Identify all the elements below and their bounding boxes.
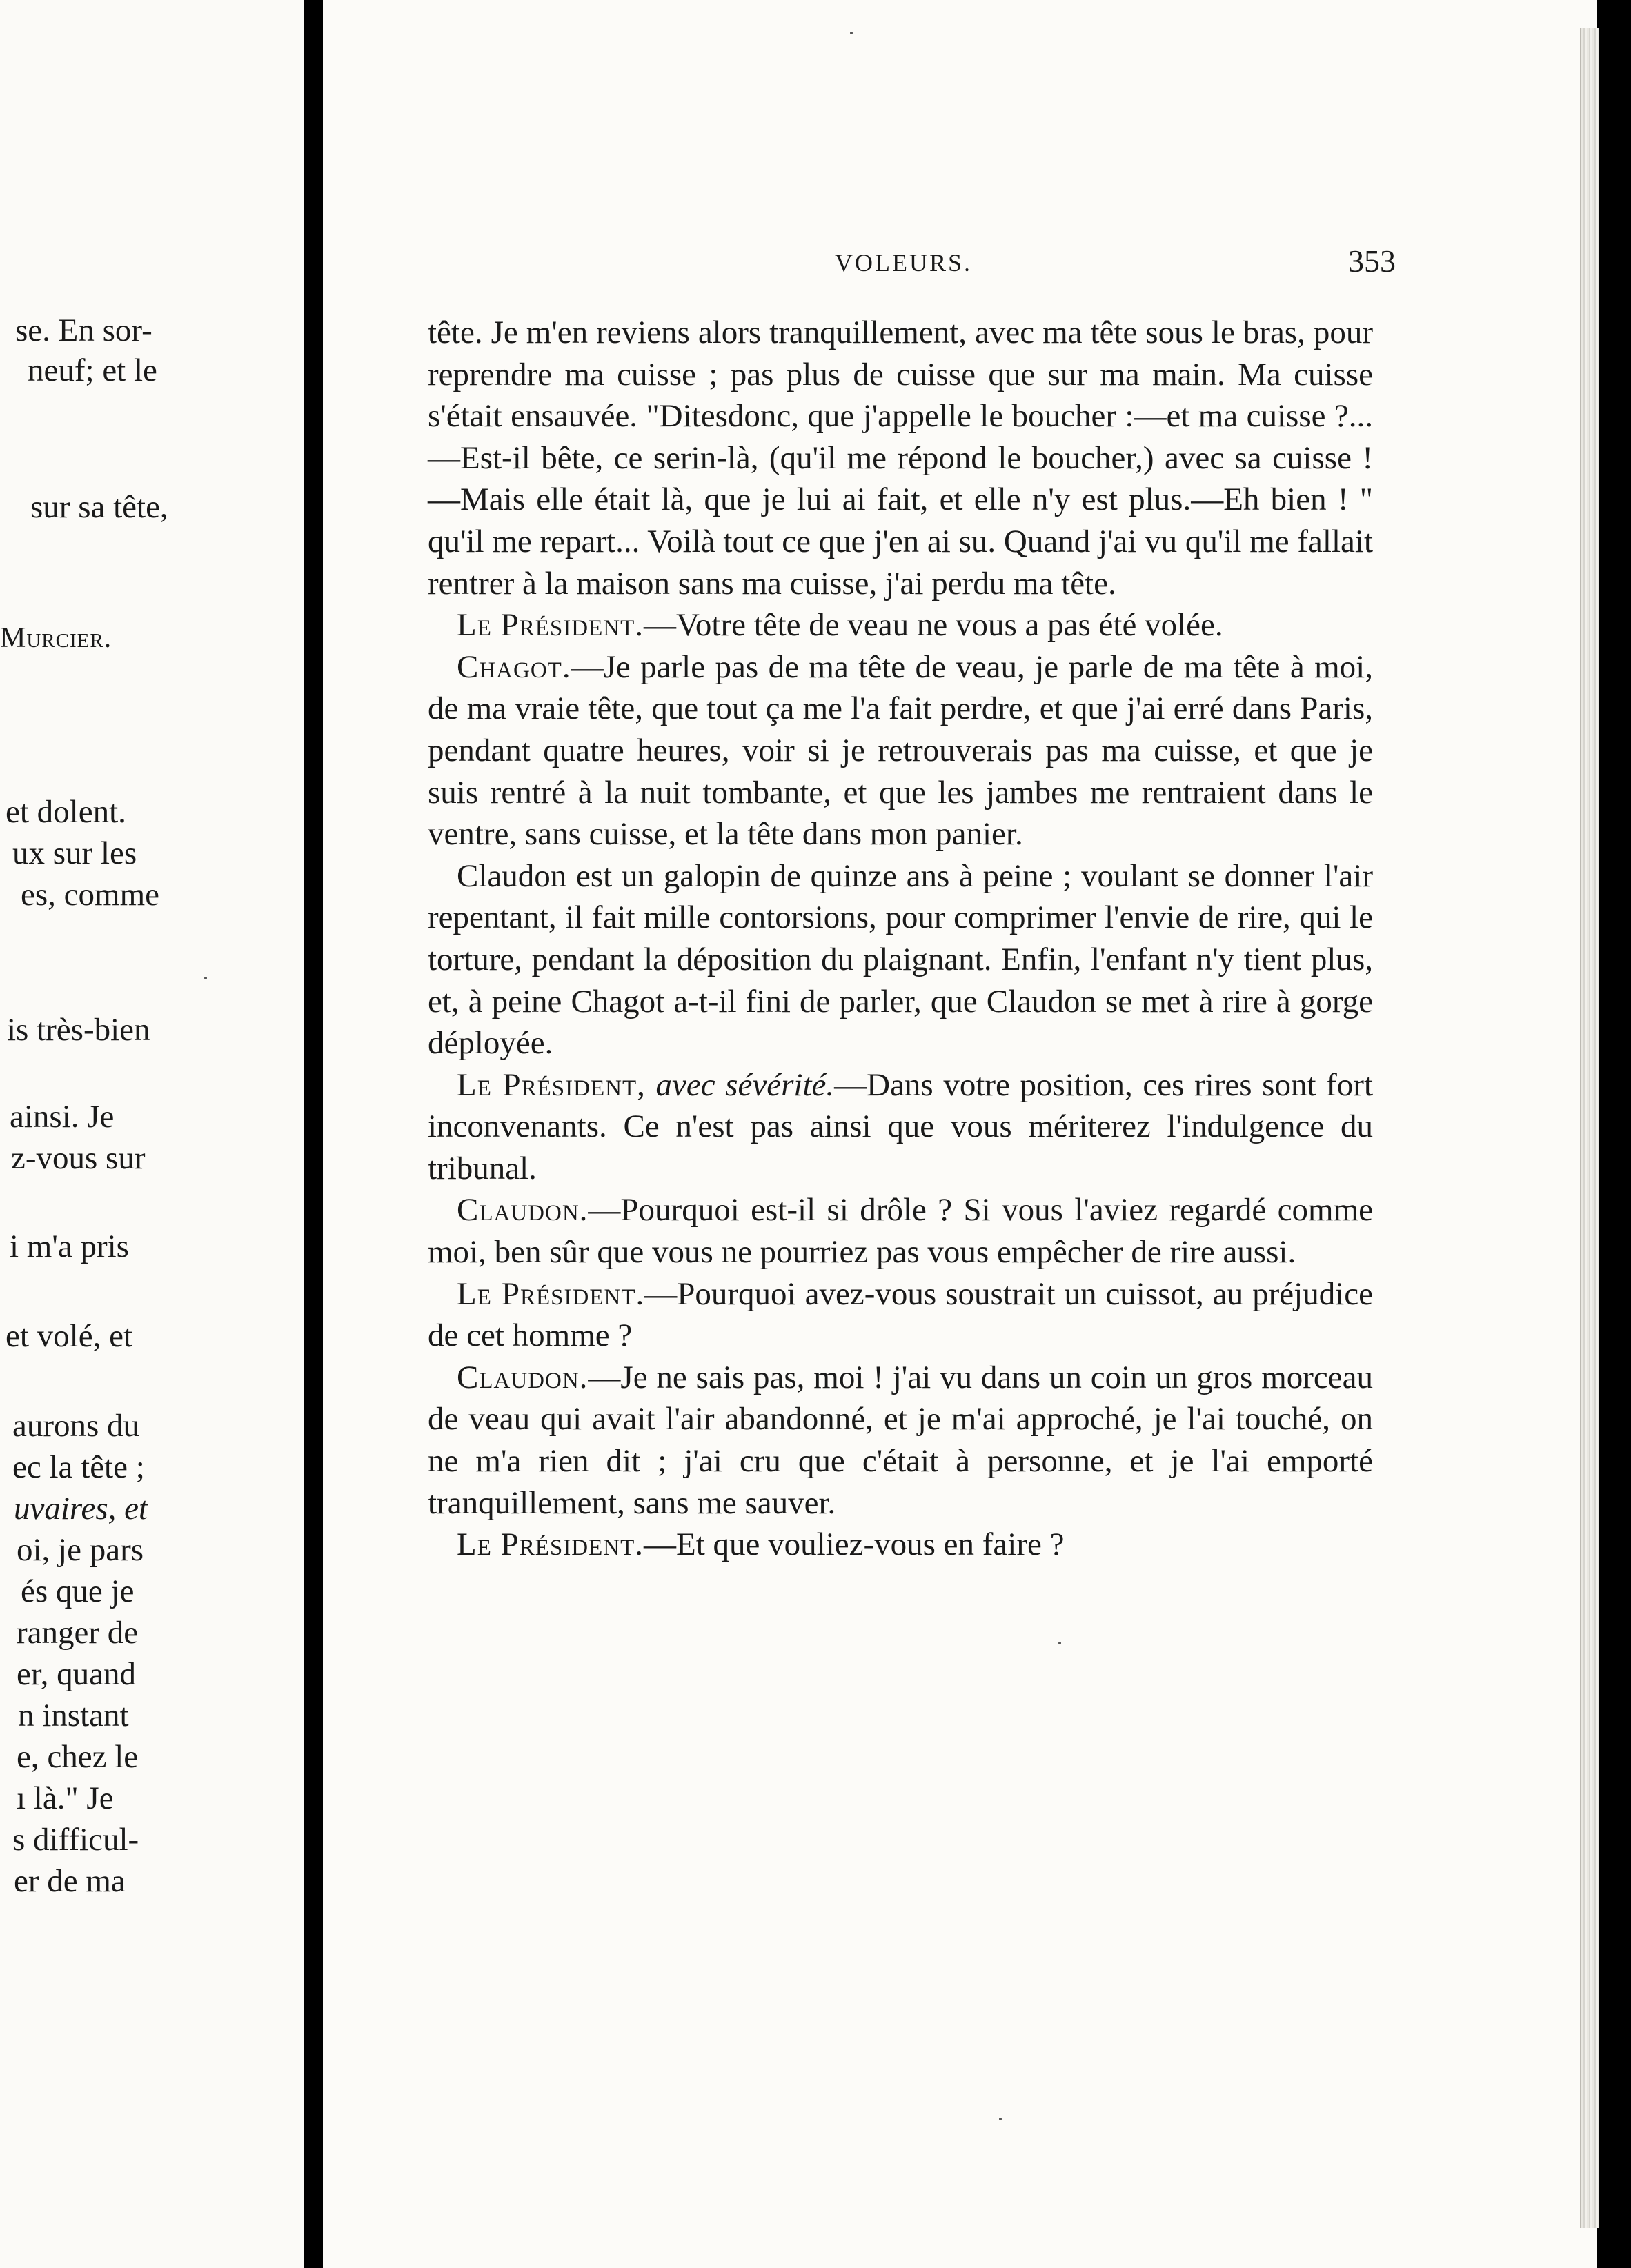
left-line: neuf; et le (28, 352, 157, 388)
paragraph-text: —Pourquoi est-il si drôle ? Si vous l'aviez regardé comme moi, ben sûr que vous ne pourriez pas vous empêcher de rire aussi. (428, 1192, 1373, 1271)
paragraph-text: —Je ne sais pas, moi ! j'ai vu dans un coin un gros morceau de veau qui avait l'air abandonné, et je m'ai approché, je l'ai touché, on ne m'a rien dit ; j'ai cru que c'était à personne, et je l'ai emporté tranquillement, sans me sauver. (428, 1359, 1373, 1521)
left-line: i m'a pris (10, 1228, 129, 1264)
speaker-name: Claudon. (457, 1192, 589, 1228)
speaker-name: Le Président. (457, 1275, 645, 1312)
ink-speck (204, 977, 207, 979)
paragraph-text: Claudon est un galopin de quinze ans à peine ; voulant se donner l'air repentant, il fait mille contorsions, pour comprimer l'envie de rire, qui le torture, pendant la déposition du plaignant. Enfin, l'enfant n'y tient plus, et, à peine Chagot a-t-il fini de parler, que Claudon se met à rire à gorge déployée. (428, 857, 1373, 1062)
page-number: 353 (1348, 243, 1396, 279)
ink-speck (999, 2118, 1002, 2120)
page-edge (1580, 28, 1599, 2228)
left-line: uvaires, et (14, 1491, 148, 1526)
ink-speck (850, 32, 853, 34)
running-head: VOLEURS. (835, 249, 973, 277)
book-gutter (304, 0, 323, 2268)
left-line: is très-bien (7, 1012, 150, 1048)
paragraph (428, 1189, 1373, 1273)
paragraph (428, 646, 1373, 855)
paragraph (428, 312, 1373, 604)
paragraph (428, 1357, 1373, 1524)
paragraph-text: —Pourquoi avez-vous soustrait un cuissot, au préjudice de cet homme ? (428, 1275, 1373, 1354)
ink-speck (1058, 1642, 1061, 1644)
speaker-name: Le Président. (457, 1526, 644, 1563)
left-line: z-vous sur (11, 1140, 146, 1176)
left-line: Murcier. (0, 622, 112, 654)
left-line: er, quand (17, 1656, 136, 1692)
paragraph (428, 1524, 1373, 1566)
left-line: ux sur les (12, 835, 137, 871)
speaker-name: Chagot. (457, 648, 571, 685)
paragraph (428, 1273, 1373, 1357)
speaker-name: Claudon. (457, 1359, 589, 1395)
left-line: ainsi. Je (10, 1099, 115, 1135)
left-line: et volé, et (6, 1318, 133, 1354)
speaker-name: Le Président. (457, 607, 644, 644)
paragraph-text: —Votre tête de veau ne vous a pas été volée. (644, 607, 1223, 644)
left-page (0, 0, 304, 2268)
left-line: e, chez le (17, 1739, 139, 1775)
left-line: ı là." Je (17, 1780, 114, 1816)
paragraph (428, 1064, 1373, 1190)
left-line: és que je (21, 1573, 135, 1609)
paragraph (428, 855, 1373, 1064)
left-line: et dolent. (6, 794, 126, 830)
stage-direction: avec sévérité. (655, 1066, 835, 1103)
left-line: sur sa tête, (30, 489, 168, 525)
left-line: ec la tête ; (12, 1449, 145, 1485)
left-line: n instant (18, 1698, 129, 1733)
left-line: s difficul- (12, 1822, 139, 1858)
left-line: oi, je pars (17, 1532, 144, 1568)
speaker-name: Le Président, (457, 1066, 646, 1103)
paragraph (428, 604, 1373, 646)
left-line: es, comme (21, 877, 159, 913)
left-line: er de ma (14, 1863, 126, 1899)
body-text (428, 312, 1373, 1566)
left-line: se. En sor- (15, 312, 152, 348)
left-line: ranger de (17, 1615, 139, 1651)
paragraph-text: —Je parle pas de ma tête de veau, je parle de ma tête à moi, de ma vraie tête, que tout ça me l'a fait perdre, et que j'ai erré dans Paris, pendant quatre heures, voir si je retrouverais pas ma cuisse, et que je suis rentré à la nuit tombante, et que les jambes me rentraient dans le ventre, sans cuisse, et la tête dans mon panier. (428, 648, 1373, 853)
paragraph-text: —Dans votre position, ces rires sont fort inconvenants. Ce n'est pas ainsi que vous mériterez l'indulgence du tribunal. (428, 1066, 1373, 1186)
paragraph-text: —Et que vouliez-vous en faire ? (644, 1526, 1065, 1563)
left-line: aurons du (12, 1408, 140, 1444)
paragraph-text: tête. Je m'en reviens alors tranquillement, avec ma tête sous le bras, pour reprendre ma cuisse ; pas plus de cuisse que sur ma main. Ma cuisse s'était ensauvée. "Ditesdonc, que j'appelle le boucher :—et ma cuisse ?...—Est-il bête, ce serin-là, (qu'il me répond le boucher,) avec sa cuisse !—Mais elle était là, que je lui ai fait, et elle n'y est plus.—Eh bien ! " qu'il me repart... Voilà tout ce que j'en ai su. Quand j'ai vu qu'il me fallait rentrer à la maison sans ma cuisse, j'ai perdu ma tête. (428, 315, 1373, 601)
